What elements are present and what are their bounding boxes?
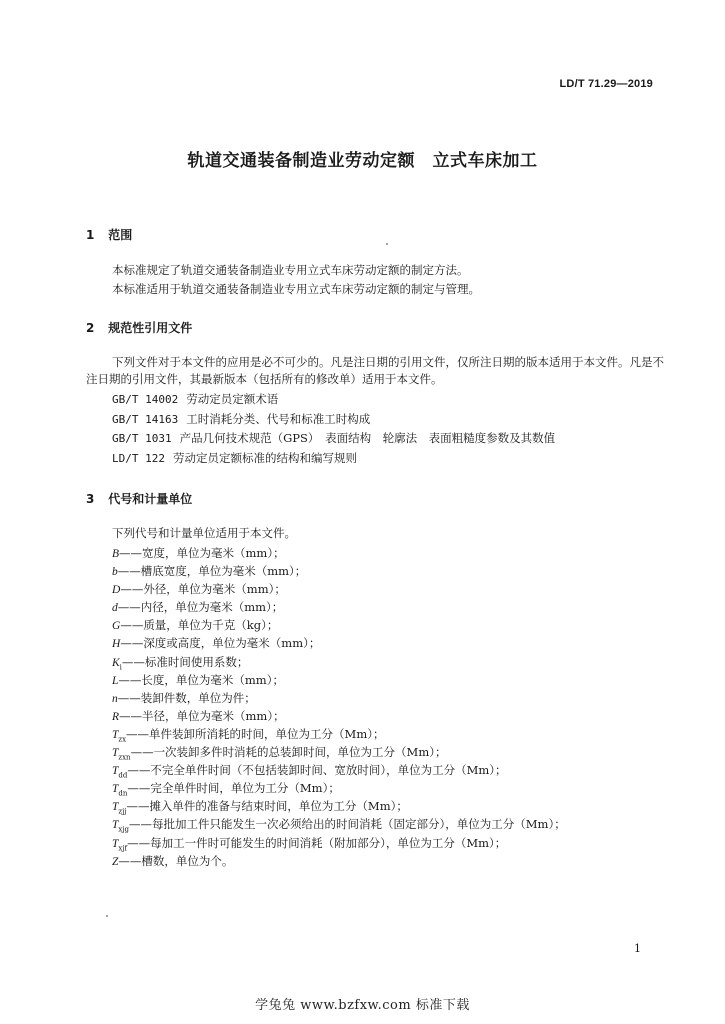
- reference-code: GB/T 1031: [112, 432, 172, 445]
- symbol-item: [112, 761, 566, 779]
- symbol-description: ——完全单件时间，单位为工分（Mm）；: [127, 781, 340, 796]
- reference-code: LD/T 122: [112, 451, 165, 465]
- reference-title: 劳动定员定额术语: [186, 392, 279, 406]
- symbol-item: [112, 743, 566, 761]
- symbol-letter: K: [112, 656, 120, 669]
- symbol-letter: H: [112, 638, 121, 651]
- symbol-letter: T: [112, 837, 119, 850]
- symbol-description: ——不完全单件时间（不包括装卸时间、宽放时间），单位为工分（Mm）；: [127, 763, 507, 778]
- section-2-intro: 下列文件对于本文件的应用是必不可少的。凡是注日期的引用文件，仅所注日期的版本适用于本文件。凡是不注日期的引用文件，其最新版本（包括所有的修改单）适用于本文件。: [86, 355, 664, 386]
- scan-speck: [386, 243, 388, 245]
- symbol-item: [112, 653, 566, 671]
- symbol-description: ——半径，单位为毫米（mm）；: [119, 708, 285, 723]
- reference-item: [112, 410, 555, 430]
- section-1-paragraph: 本标准规定了轨道交通装备制造业专用立式车床劳动定额的制定方法。: [112, 263, 469, 277]
- symbol-description: ——标准时间使用系数；: [121, 654, 249, 669]
- section-title: 规范性引用文件: [108, 321, 193, 335]
- reference-title: 工时消耗分类、代号和标准工时构成: [186, 411, 371, 426]
- symbol-letter: D: [112, 584, 121, 597]
- symbol-item: [112, 815, 566, 833]
- symbol-letter: T: [112, 783, 119, 796]
- symbol-subscript: i: [119, 662, 122, 671]
- symbol-description: ——外径，单位为毫米（mm）；: [120, 582, 286, 597]
- symbol-description: ——一次装卸多件时消耗的总装卸时间，单位为工分（Mm）；: [130, 745, 447, 760]
- scan-speck: [106, 915, 108, 917]
- watermark-text: 学兔兔 www.bzfxw.com 标准下载: [255, 998, 470, 1013]
- reference-title: 产品几何技术规范（GPS） 表面结构 轮廓法 表面粗糙度参数及其数值: [179, 431, 556, 445]
- symbol-description: ——每加工一件时可能发生的时间消耗（附加部分），单位为工分（Mm）；: [127, 835, 507, 850]
- section-2-heading: [86, 319, 192, 336]
- symbol-item: [112, 562, 566, 580]
- symbol-item: [112, 725, 566, 743]
- reference-code: GB/T 14002: [112, 393, 179, 406]
- symbol-subscript: zx: [118, 735, 127, 744]
- symbol-description: ——摊入单件的准备与结束时间，单位为工分（Mm）；: [126, 799, 408, 814]
- section-1-heading: [86, 226, 132, 243]
- standard-code: LD/T 71.29—2019: [559, 78, 653, 90]
- symbol-list: [112, 544, 566, 870]
- section-3-intro: 下列代号和计量单位适用于本文件。: [112, 526, 296, 540]
- reference-item: [112, 390, 555, 410]
- symbol-description: ——长度，单位为毫米（mm）；: [118, 672, 284, 687]
- symbol-letter: L: [112, 674, 119, 687]
- reference-code: GB/T 14163: [112, 412, 179, 426]
- symbol-item: [112, 634, 566, 652]
- symbol-item: [112, 852, 566, 870]
- symbol-description: ——装卸件数，单位为件；: [117, 690, 256, 705]
- reference-title: 劳动定员定额标准的结构和编写规则: [172, 450, 357, 465]
- symbol-item: [112, 598, 566, 616]
- symbol-letter: d: [112, 602, 118, 615]
- symbol-item: [112, 707, 566, 725]
- symbol-description: ——每批加工件只能发生一次必须给出的时间消耗（固定部分），单位为工分（Mm）；: [129, 817, 566, 832]
- section-title: 范围: [108, 228, 133, 242]
- symbol-description: ——宽度，单位为毫米（mm）；: [119, 546, 285, 560]
- symbol-letter: Z: [112, 855, 119, 868]
- symbol-description: ——槽数，单位为个。: [118, 853, 234, 868]
- symbol-description: ——深度或高度，单位为毫米（mm）；: [120, 636, 321, 651]
- symbol-item: [112, 671, 566, 689]
- section-title: 代号和计量单位: [108, 492, 193, 506]
- section-1-paragraph: 本标准适用于轨道交通装备制造业专用立式车床劳动定额的制定与管理。: [112, 282, 480, 296]
- symbol-item: [112, 544, 566, 562]
- symbol-letter: G: [112, 620, 121, 633]
- reference-item: [112, 449, 555, 469]
- symbol-item: [112, 689, 566, 707]
- symbol-item: [112, 580, 566, 598]
- reference-item: [112, 429, 555, 449]
- section-3-heading: [86, 490, 192, 507]
- symbol-description: ——单件装卸所消耗的时间，单位为工分（Mm）；: [126, 726, 385, 741]
- symbol-letter: b: [112, 566, 118, 579]
- symbol-description: ——内径，单位为毫米（mm）；: [117, 600, 284, 615]
- symbol-subscript: dn: [118, 789, 128, 798]
- symbol-letter: T: [112, 819, 119, 832]
- symbol-subscript: xjg: [118, 825, 130, 834]
- symbol-letter: T: [112, 765, 119, 778]
- symbol-item: [112, 779, 566, 797]
- symbol-description: ——槽底宽度，单位为毫米（mm）；: [117, 564, 307, 579]
- section-number: 1: [86, 228, 95, 242]
- document-title: 轨道交通装备制造业劳动定额 立式车床加工: [187, 151, 538, 171]
- symbol-item: [112, 834, 566, 852]
- section-number: 3: [86, 492, 95, 506]
- symbol-description: ——质量，单位为千克（kg）；: [120, 618, 279, 633]
- section-number: 2: [86, 321, 95, 335]
- symbol-item: [112, 616, 566, 634]
- symbol-letter: n: [112, 692, 118, 705]
- symbol-item: [112, 797, 566, 815]
- symbol-letter: T: [112, 747, 119, 760]
- symbol-subscript: dd: [118, 771, 128, 780]
- symbol-letter: T: [112, 801, 119, 814]
- reference-list: [112, 390, 555, 468]
- symbol-subscript: xjf: [118, 843, 128, 852]
- symbol-subscript: zxn: [118, 753, 131, 762]
- symbol-letter: R: [112, 710, 120, 723]
- symbol-letter: B: [112, 548, 120, 560]
- page-number: 1: [634, 942, 641, 955]
- symbol-letter: T: [112, 728, 119, 741]
- symbol-subscript: zjj: [118, 807, 127, 816]
